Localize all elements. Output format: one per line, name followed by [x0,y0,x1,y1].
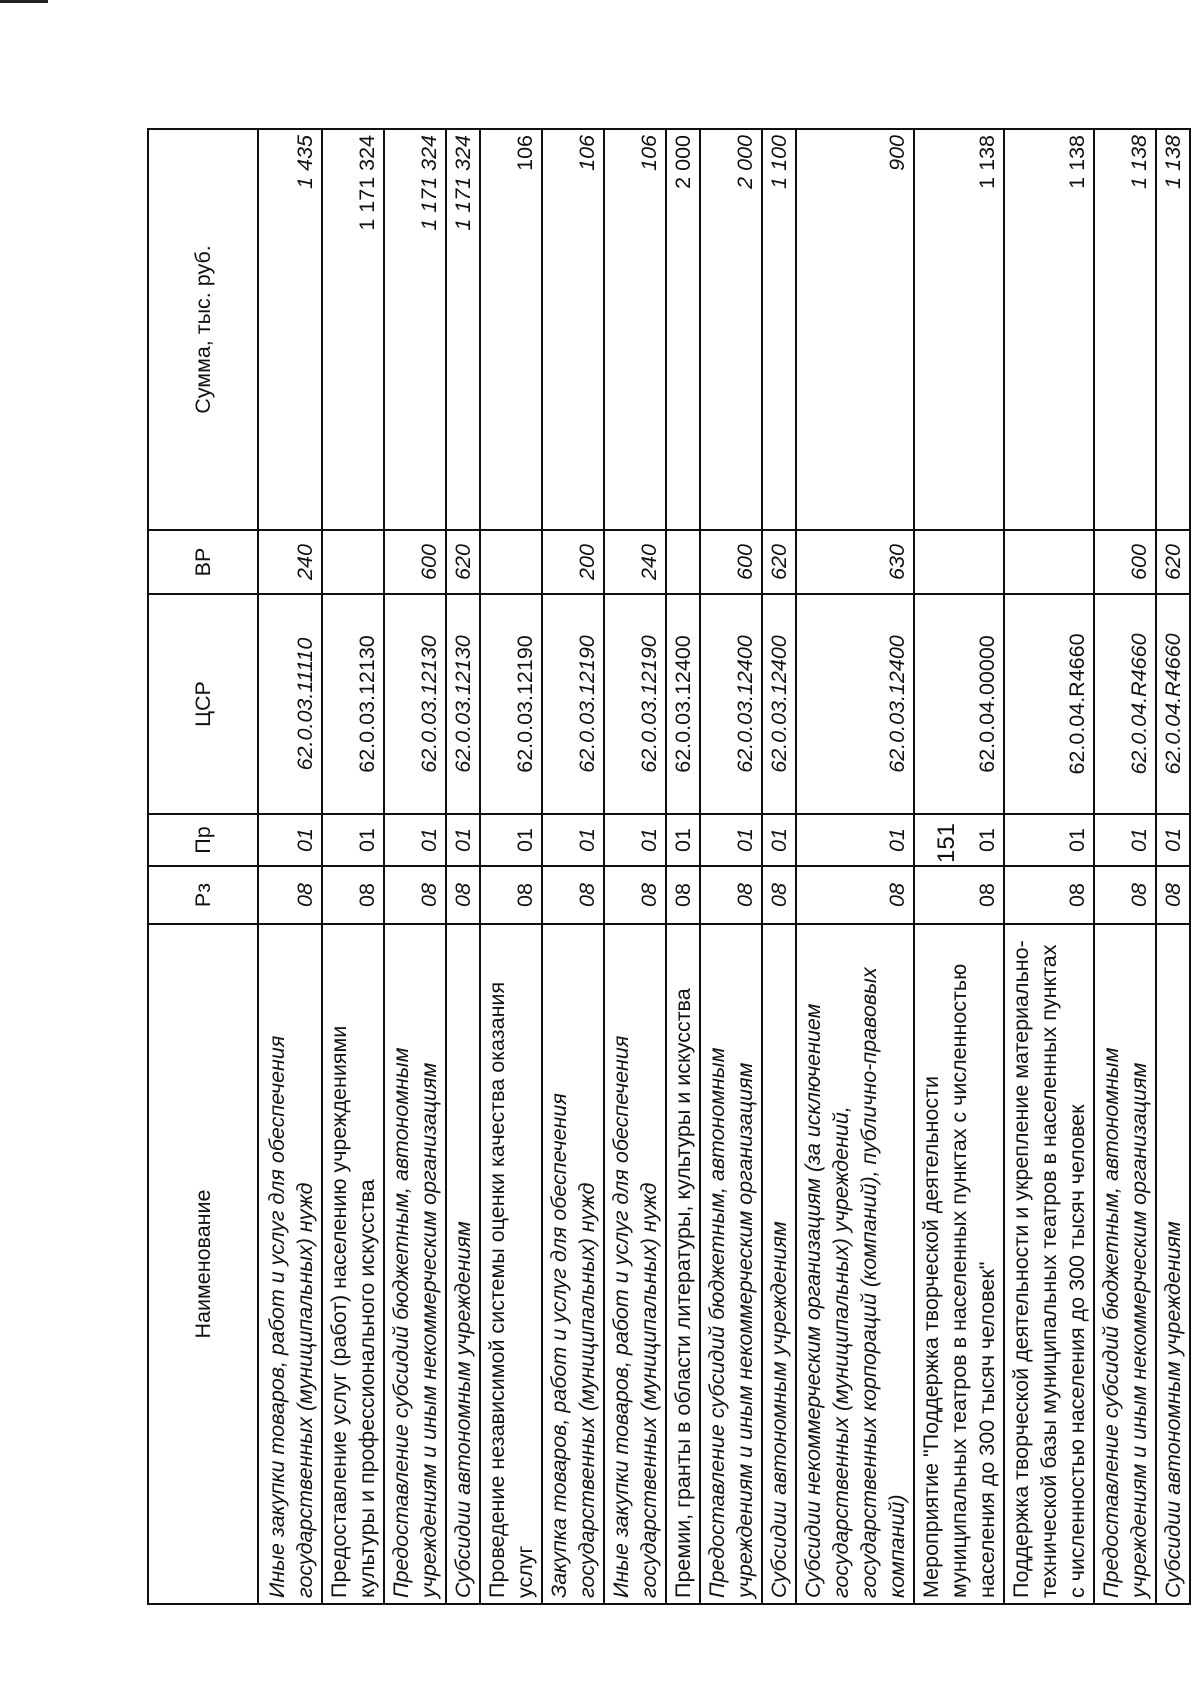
row-pr-cell: 01 [762,814,796,866]
row-csr-cell: 62.0.04.R4660 [1156,594,1190,814]
row-vr-cell: 600 [700,530,762,594]
row-rz-cell: 08 [446,866,480,924]
row-pr-cell: 01 [480,814,542,866]
row-csr-cell: 62.0.04.R4660 [1094,594,1156,814]
table-row [384,129,446,1604]
row-csr-cell: 62.0.03.12190 [480,594,542,814]
row-rz-cell: 08 [914,866,1004,924]
row-sum-cell: 106 [542,129,604,530]
header-sum: Сумма, тыс. руб. [148,129,258,530]
row-name-cell: Премии, гранты в области литературы, культуры и искусства [666,924,700,1604]
row-vr-cell: 620 [762,530,796,594]
row-csr-cell: 62.0.04.R4660 [1004,594,1094,814]
row-rz-cell: 08 [384,866,446,924]
table-row [1156,129,1190,1604]
row-csr-cell: 62.0.03.11110 [258,594,322,814]
row-sum-cell: 1 138 [1004,129,1094,530]
row-pr-cell: 01 [384,814,446,866]
row-sum-cell: 1 171 324 [446,129,480,530]
header-row [148,129,258,1604]
row-name-cell: Предоставление услуг (работ) населению учреждениями культуры и профессионального искусства [322,924,384,1604]
scan-corner-mark [0,0,48,3]
row-vr-cell: 600 [384,530,446,594]
row-pr-cell: 01 [666,814,700,866]
row-csr-cell: 62.0.03.12400 [700,594,762,814]
row-csr-cell: 62.0.03.12190 [604,594,666,814]
row-csr-cell: 62.0.03.12130 [384,594,446,814]
row-vr-cell [322,530,384,594]
row-csr-cell: 62.0.03.12190 [542,594,604,814]
row-vr-cell [666,530,700,594]
table-row [666,129,700,1604]
row-name-cell: Поддержка творческой деятельности и укрепление материально-технической базы муниципальных театров в населенных пунктах с численностью населения до 300 тысяч человек [1004,924,1094,1604]
header-vr: ВР [148,530,258,594]
row-name-cell: Закупка товаров, работ и услуг для обеспечения государственных (муниципальных) нужд [542,924,604,1604]
table-row [542,129,604,1604]
row-pr-cell: 01 [542,814,604,866]
row-csr-cell: 62.0.03.12400 [666,594,700,814]
row-sum-cell: 1 171 324 [322,129,384,530]
row-sum-cell: 1 100 [762,129,796,530]
budget-table [147,128,1191,1605]
row-name-cell: Мероприятие "Поддержка творческой деятельности муниципальных театров в населенных пунктах с численностью населения до 300 тысяч человек" [914,924,1004,1604]
row-sum-cell: 106 [604,129,666,530]
table-row [322,129,384,1604]
row-pr-cell: 01 [604,814,666,866]
row-sum-cell: 2 000 [666,129,700,530]
row-rz-cell: 08 [1156,866,1190,924]
table-body [258,129,1190,1604]
row-csr-cell: 62.0.03.12130 [446,594,480,814]
row-rz-cell: 08 [322,866,384,924]
row-pr-cell: 01 [700,814,762,866]
row-pr-cell: 01 [914,814,1004,866]
row-vr-cell: 240 [258,530,322,594]
row-name-cell: Проведение независимой системы оценки качества оказания услуг [480,924,542,1604]
row-csr-cell: 62.0.04.00000 [914,594,1004,814]
row-rz-cell: 08 [1094,866,1156,924]
table-row [1094,129,1156,1604]
row-name-cell: Предоставление субсидий бюджетным, автономным учреждениям и иным некоммерческим организациям [384,924,446,1604]
row-rz-cell: 08 [604,866,666,924]
row-pr-cell: 01 [796,814,914,866]
row-pr-cell: 01 [258,814,322,866]
row-sum-cell: 1 138 [1094,129,1156,530]
row-pr-cell: 01 [446,814,480,866]
row-rz-cell: 08 [1004,866,1094,924]
header-csr: ЦСР [148,594,258,814]
row-vr-cell [480,530,542,594]
row-rz-cell: 08 [480,866,542,924]
row-pr-cell: 01 [1156,814,1190,866]
row-vr-cell: 200 [542,530,604,594]
row-rz-cell: 08 [700,866,762,924]
row-sum-cell: 1 138 [914,129,1004,530]
row-name-cell: Субсидии автономным учреждениям [446,924,480,1604]
table-row [480,129,542,1604]
row-sum-cell: 1 171 324 [384,129,446,530]
table-row [258,129,322,1604]
row-name-cell: Иные закупки товаров, работ и услуг для обеспечения государственных (муниципальных) нужд [604,924,666,1604]
row-rz-cell: 08 [762,866,796,924]
row-csr-cell: 62.0.03.12130 [322,594,384,814]
table-row [700,129,762,1604]
row-pr-cell: 01 [322,814,384,866]
row-sum-cell: 1 435 [258,129,322,530]
row-name-cell: Предоставление субсидий бюджетным, автономным учреждениям и иным некоммерческим организациям [1094,924,1156,1604]
rotated-table-wrapper [147,130,1185,1605]
header-name: Наименование [148,924,258,1604]
row-sum-cell: 1 138 [1156,129,1190,530]
table-header [148,129,258,1604]
row-name-cell: Иные закупки товаров, работ и услуг для обеспечения государственных (муниципальных) нужд [258,924,322,1604]
table-row [762,129,796,1604]
row-vr-cell: 620 [1156,530,1190,594]
row-vr-cell [914,530,1004,594]
header-rz: Рз [148,866,258,924]
row-name-cell: Субсидии автономным учреждениям [1156,924,1190,1604]
table-row [446,129,480,1604]
row-csr-cell: 62.0.03.12400 [796,594,914,814]
table-row [796,129,914,1604]
row-pr-cell: 01 [1094,814,1156,866]
row-rz-cell: 08 [796,866,914,924]
row-name-cell: Предоставление субсидий бюджетным, автономным учреждениям и иным некоммерческим организациям [700,924,762,1604]
table-row [604,129,666,1604]
row-name-cell: Субсидии автономным учреждениям [762,924,796,1604]
table-row [914,129,1004,1604]
row-vr-cell [1004,530,1094,594]
row-vr-cell: 630 [796,530,914,594]
row-vr-cell: 600 [1094,530,1156,594]
row-vr-cell: 620 [446,530,480,594]
row-csr-cell: 62.0.03.12400 [762,594,796,814]
row-name-cell: Субсидии некоммерческим организациям (за исключением государственных (муниципальных) учреждений, государственных корпораций (компаний), публично-правовых компаний) [796,924,914,1604]
table-row [1004,129,1094,1604]
row-rz-cell: 08 [258,866,322,924]
row-sum-cell: 106 [480,129,542,530]
row-rz-cell: 08 [542,866,604,924]
page-number: 151 [933,822,960,864]
row-rz-cell: 08 [666,866,700,924]
row-pr-cell: 01 [1004,814,1094,866]
row-vr-cell: 240 [604,530,666,594]
header-pr: Пр [148,814,258,866]
row-sum-cell: 900 [796,129,914,530]
row-sum-cell: 2 000 [700,129,762,530]
